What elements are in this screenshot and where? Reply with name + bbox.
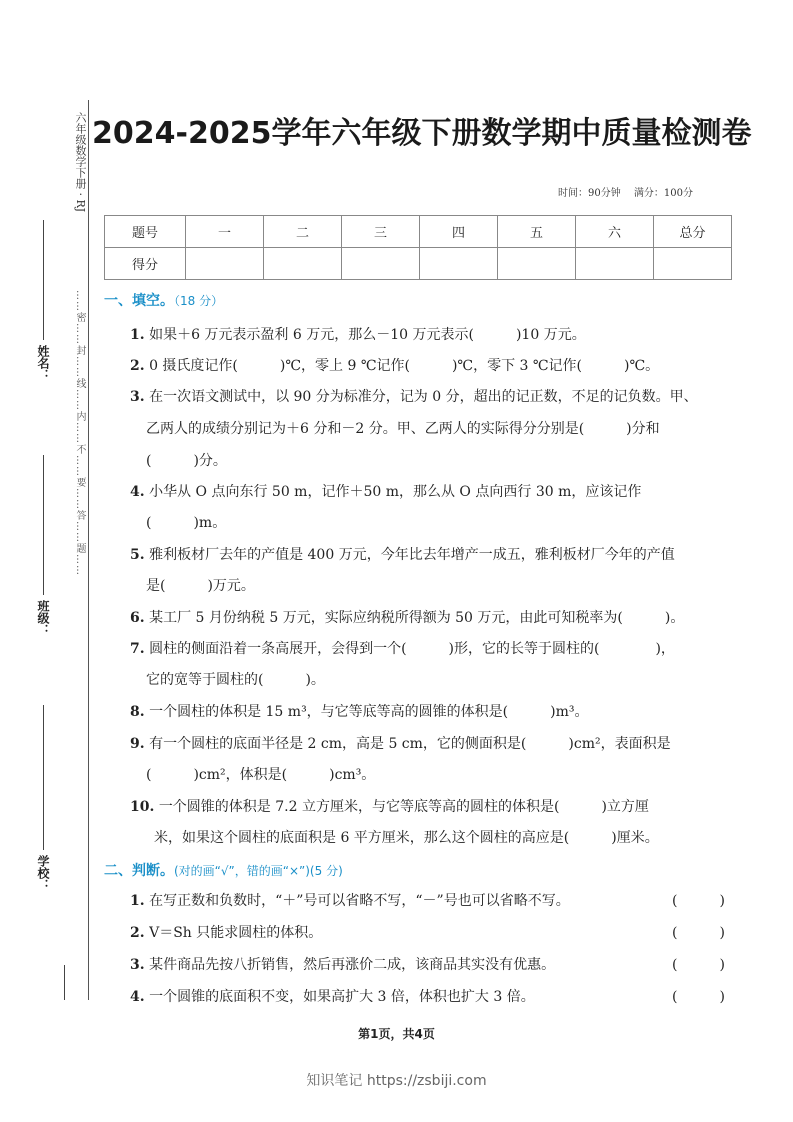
question-number: 4.	[130, 484, 145, 500]
question-item	[130, 796, 649, 816]
section-title: 二、判断。	[104, 863, 174, 879]
score-entry-cell[interactable]	[498, 248, 576, 280]
question-text: 一个圆锥的底面积不变，如果高扩大 3 倍，体积也扩大 3 倍。	[149, 989, 535, 1005]
question-text: 雅利板材厂去年的产值是 400 万元，今年比去年增产一成五，雅利板材厂今年的产值	[149, 547, 675, 563]
school-label: 学校：	[36, 855, 50, 891]
score-entry-cell[interactable]	[420, 248, 498, 280]
watermark: 知识笔记 https://zsbiji.com	[306, 1073, 487, 1089]
question-continuation: ( )m。	[146, 515, 227, 531]
side-tag: 六年级数学下册 · RJ	[74, 112, 87, 213]
question-number: 2.	[130, 358, 145, 374]
score-entry-cell[interactable]	[186, 248, 264, 280]
question-number: 4.	[130, 989, 145, 1005]
question-continuation: 是( )万元。	[146, 578, 255, 594]
answer-paren[interactable]: ( )	[672, 925, 725, 941]
class-line	[43, 455, 44, 595]
score-entry-cell[interactable]	[264, 248, 342, 280]
score-table-score-row	[105, 248, 732, 280]
table-cell: 总分	[654, 216, 732, 248]
seal-line-text: ……密……封……线……内……不……要……答……题……	[74, 290, 85, 576]
question-number: 5.	[130, 547, 145, 563]
score-table-header-row	[105, 216, 732, 248]
question-text: 在写正数和负数时，“＋”号可以省略不写，“－”号也可以省略不写。	[149, 893, 570, 909]
answer-paren[interactable]: ( )	[672, 893, 725, 909]
question-text: 有一个圆柱的底面半径是 2 cm，高是 5 cm，它的侧面积是( )cm²，表面积是	[149, 736, 671, 752]
question-text: 小华从 O 点向东行 50 m，记作＋50 m，那么从 O 点向西行 30 m，应该记作	[149, 484, 642, 500]
question-text: 圆柱的侧面沿着一条高展开，会得到一个( )形，它的长等于圆柱的( )，	[149, 641, 675, 657]
question-continuation: 米，如果这个圆柱的底面积是 6 平方厘米，那么这个圆柱的高应是( )厘米。	[154, 830, 659, 846]
question-text: 一个圆柱的体积是 15 m³，与它等底等高的圆锥的体积是( )m³。	[149, 704, 589, 720]
question-text: V＝Sh 只能求圆柱的体积。	[149, 925, 323, 941]
score-table	[104, 215, 732, 280]
question-text: 一个圆锥的体积是 7.2 立方厘米，与它等底等高的圆柱的体积是( )立方厘	[158, 799, 649, 815]
table-cell: 一	[186, 216, 264, 248]
table-cell: 得分	[105, 248, 186, 280]
question-text: 某工厂 5 月份纳税 5 万元，实际应纳税所得额为 50 万元，由此可知税率为( )。	[149, 610, 685, 626]
question-item	[130, 607, 684, 627]
question-number: 2.	[130, 925, 145, 941]
question-number: 3.	[130, 389, 145, 405]
table-cell: 四	[420, 216, 498, 248]
question-item	[130, 481, 641, 501]
question-number: 1.	[130, 327, 145, 343]
answer-paren[interactable]: ( )	[672, 989, 725, 1005]
section-title: 一、填空。	[104, 293, 174, 309]
judge-item	[130, 954, 555, 974]
score-entry-cell[interactable]	[342, 248, 420, 280]
score-entry-cell[interactable]	[654, 248, 732, 280]
table-cell: 三	[342, 216, 420, 248]
section-points: (对的画“√”，错的画“×”)(5 分)	[174, 864, 343, 878]
table-cell: 六	[576, 216, 654, 248]
section-heading	[104, 290, 223, 310]
question-continuation: ( )分。	[146, 453, 227, 469]
name-line	[43, 220, 44, 340]
judge-item	[130, 922, 322, 942]
table-cell: 题号	[105, 216, 186, 248]
question-number: 3.	[130, 957, 145, 973]
page-number: 第1页，共4页	[358, 1027, 435, 1041]
question-item	[130, 638, 675, 658]
answer-paren[interactable]: ( )	[672, 957, 725, 973]
page-title: 2024-2025学年六年级下册数学期中质量检测卷	[92, 116, 752, 151]
class-label: 班级：	[36, 600, 50, 636]
question-continuation: 它的宽等于圆柱的( )。	[146, 672, 325, 688]
question-item	[130, 324, 586, 344]
exam-meta: 时间：90分钟 满分：100分	[558, 188, 693, 199]
margin-tick	[64, 965, 65, 1000]
question-number: 7.	[130, 641, 145, 657]
judge-item	[130, 986, 535, 1006]
question-text: 0 摄氏度记作( )℃，零上 9 ℃记作( )℃，零下 3 ℃记作( )℃。	[149, 358, 660, 374]
question-continuation: 乙两人的成绩分别记为＋6 分和－2 分。甲、乙两人的实际得分分别是( )分和	[146, 421, 660, 437]
question-number: 10.	[130, 799, 155, 815]
score-entry-cell[interactable]	[576, 248, 654, 280]
question-item	[130, 733, 671, 753]
name-label: 姓名：	[36, 345, 50, 381]
question-number: 1.	[130, 893, 145, 909]
question-text: 在一次语文测试中，以 90 分为标准分，记为 0 分，超出的记正数，不足的记负数。甲、	[149, 389, 698, 405]
question-text: 某件商品先按八折销售，然后再涨价二成，该商品其实没有优惠。	[149, 957, 556, 973]
question-text: 如果＋6 万元表示盈利 6 万元，那么－10 万元表示( )10 万元。	[149, 327, 586, 343]
question-number: 9.	[130, 736, 145, 752]
table-cell: 二	[264, 216, 342, 248]
section-heading	[104, 860, 343, 880]
question-item	[130, 355, 659, 375]
question-item	[130, 544, 675, 564]
judge-item	[130, 890, 570, 910]
question-item	[130, 386, 698, 406]
question-item	[130, 701, 589, 721]
question-number: 8.	[130, 704, 145, 720]
table-cell: 五	[498, 216, 576, 248]
section-points: （18 分）	[174, 294, 224, 308]
question-number: 6.	[130, 610, 145, 626]
school-line	[43, 705, 44, 850]
question-continuation: ( )cm²，体积是( )cm³。	[146, 767, 376, 783]
binding-divider-line	[88, 100, 89, 1000]
